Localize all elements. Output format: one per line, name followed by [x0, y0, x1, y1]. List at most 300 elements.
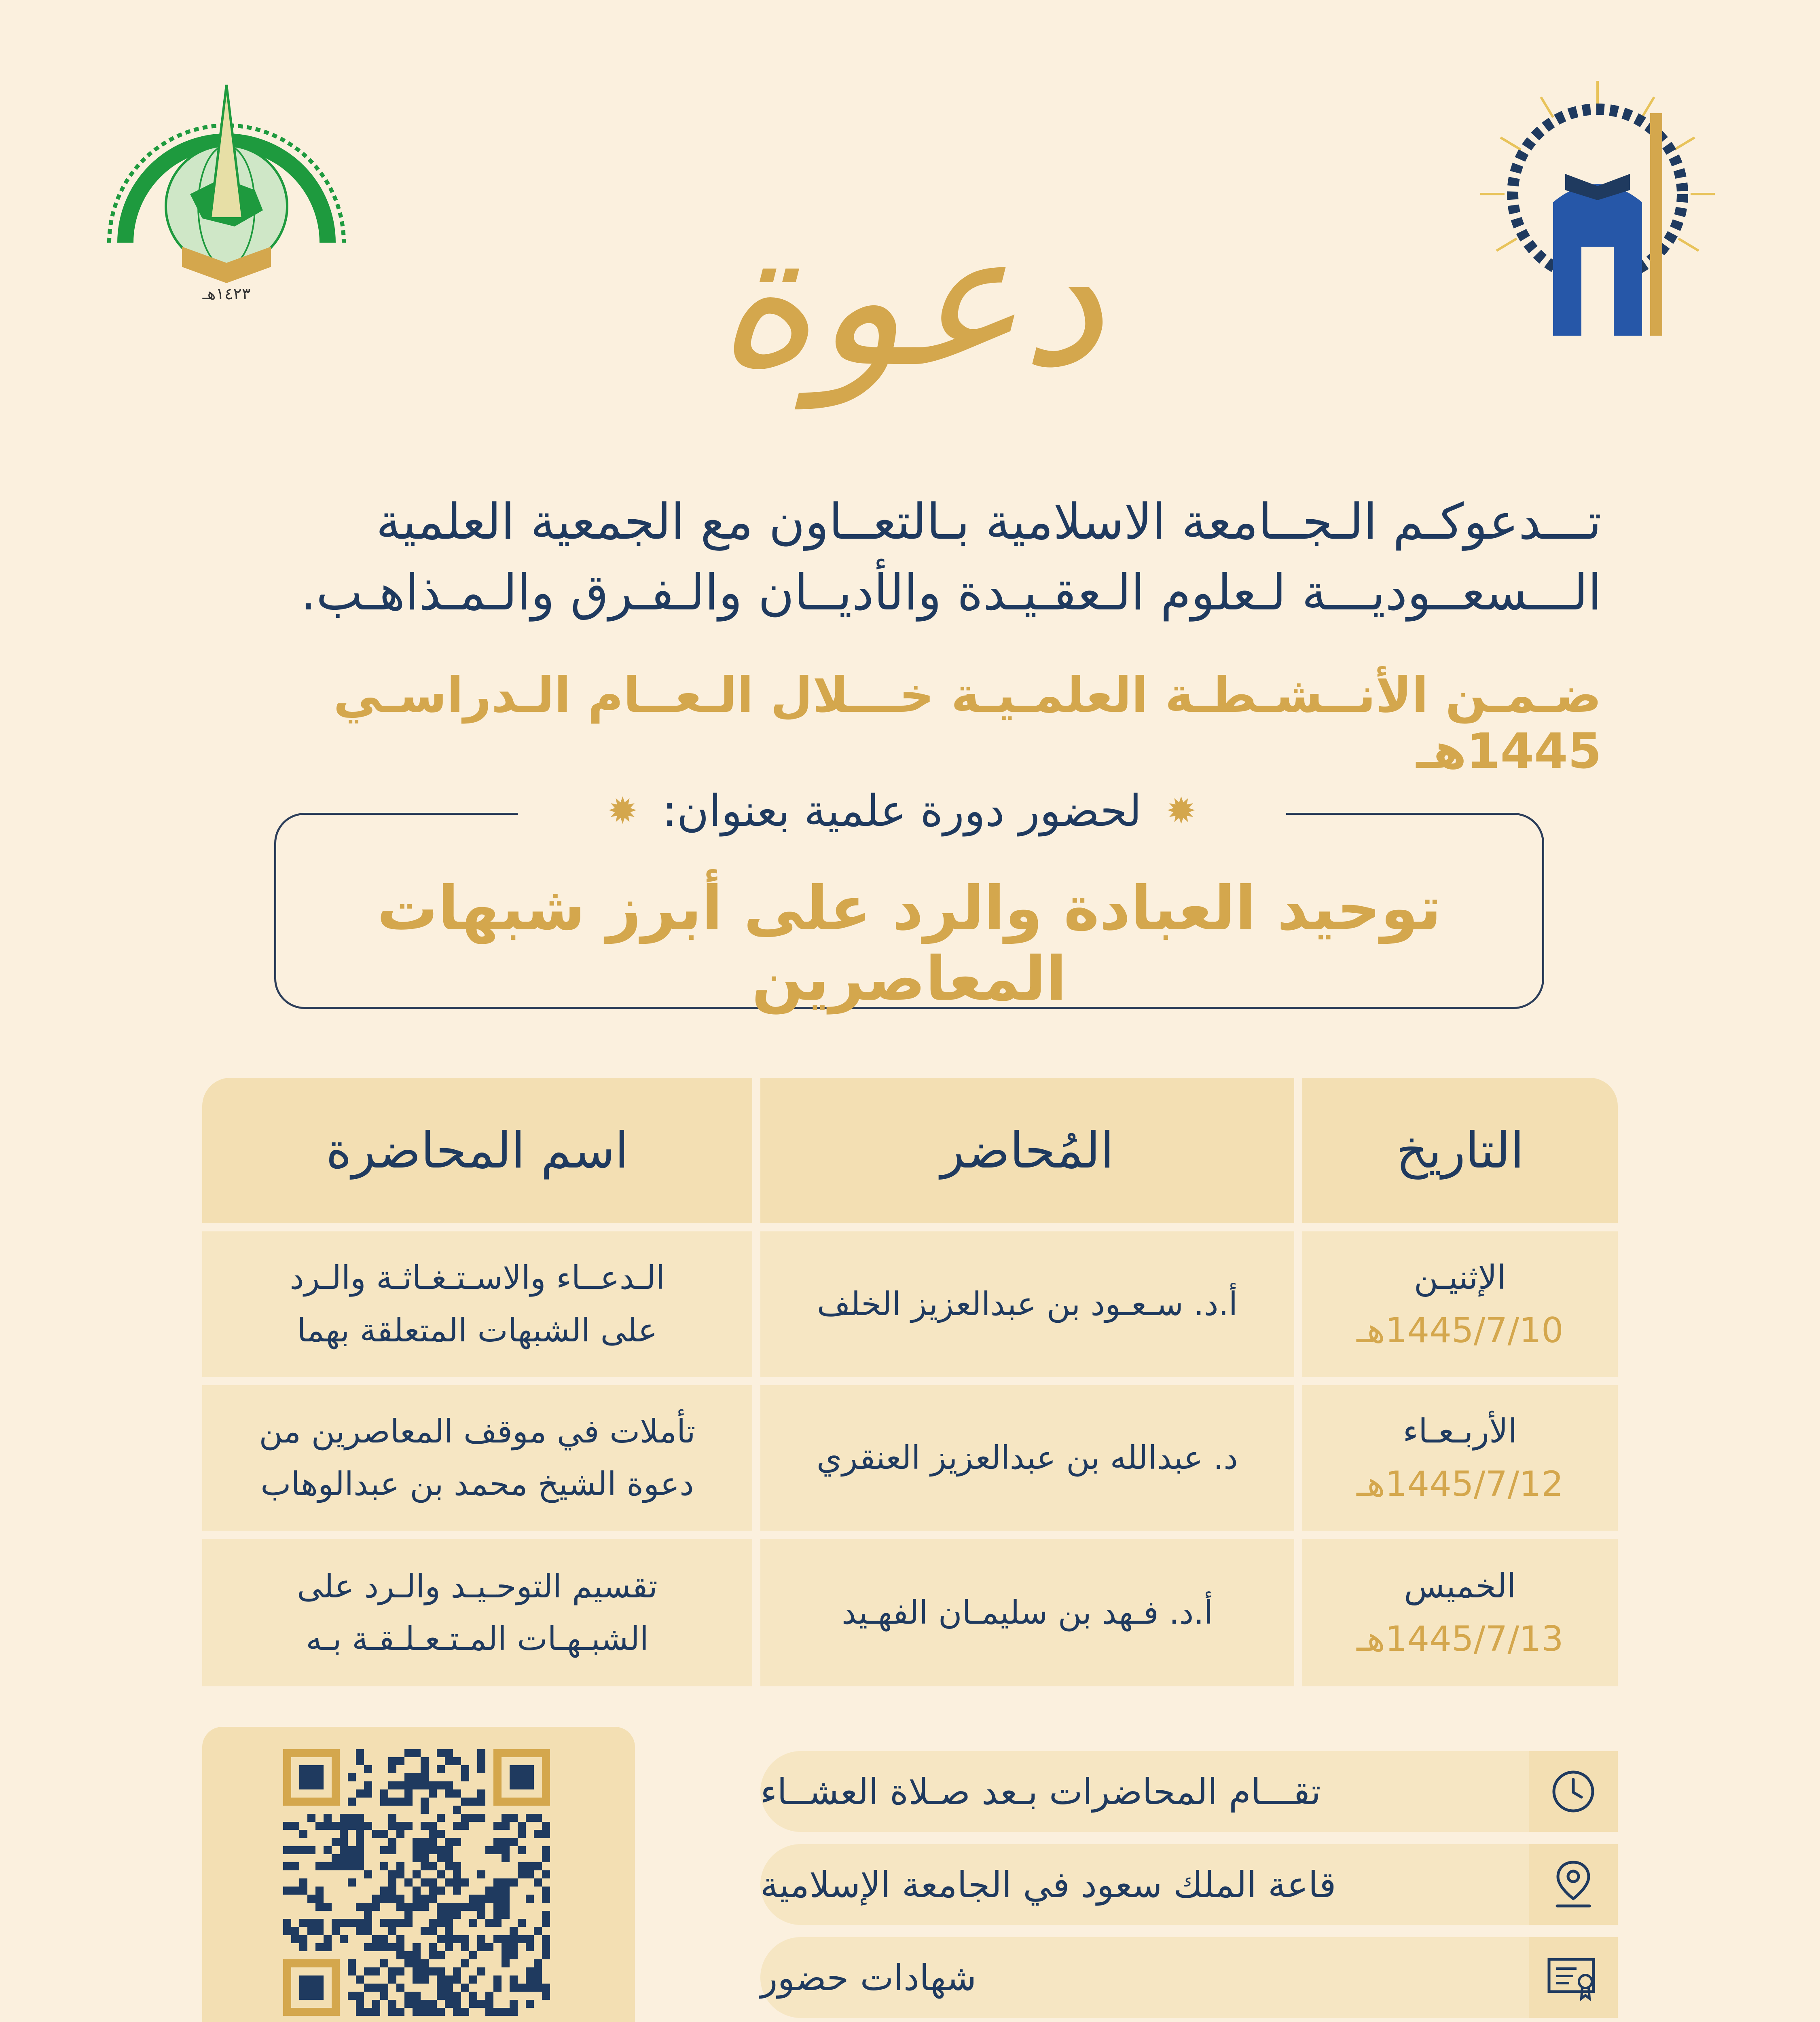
qr-module	[445, 1846, 453, 1854]
qr-module	[461, 1814, 469, 1822]
qr-module	[388, 1781, 396, 1789]
qr-module	[404, 1773, 413, 1781]
qr-module	[461, 1765, 469, 1773]
qr-module	[429, 1838, 437, 1846]
qr-module	[372, 1935, 380, 1943]
qr-module	[413, 1838, 421, 1846]
qr-module	[380, 1935, 388, 1943]
qr-module	[404, 1919, 413, 1927]
qr-module	[526, 1935, 534, 1943]
qr-module	[510, 1814, 518, 1822]
qr-module	[364, 2008, 372, 2016]
date-value: 1445/7/13هـ	[1357, 1618, 1564, 1659]
qr-module	[461, 1822, 469, 1830]
activities-line: ضـمـن الأنــشـطـة العلمـيـة خـــلال الـعــام الـدراسـي 1445هـ	[333, 667, 1602, 780]
qr-module	[356, 1838, 364, 1846]
qr-module	[453, 1870, 461, 1878]
sparkle-icon: ✹	[607, 789, 638, 832]
qr-module	[413, 2000, 421, 2008]
qr-module	[388, 1895, 396, 1903]
day-name: الأربـعـاء	[1403, 1412, 1517, 1451]
qr-module	[502, 1911, 510, 1919]
qr-module	[534, 1927, 542, 1935]
qr-module	[493, 1887, 502, 1895]
qr-module	[348, 1967, 356, 1975]
qr-module	[493, 1895, 502, 1903]
qr-module	[469, 1798, 477, 1806]
qr-module	[283, 1846, 291, 1854]
qr-module	[510, 1878, 518, 1887]
schedule-table	[202, 1078, 1618, 1686]
qr-module	[421, 1757, 429, 1765]
qr-module	[340, 1814, 348, 1822]
qr-module	[315, 1862, 324, 1870]
qr-module	[413, 1967, 421, 1975]
qr-module	[324, 1935, 332, 1943]
qr-module	[356, 1862, 364, 1870]
qr-module	[502, 1878, 510, 1887]
qr-module	[396, 1951, 404, 1959]
qr-module	[485, 1992, 493, 2000]
qr-module	[356, 1975, 364, 1984]
qr-module	[445, 1757, 453, 1765]
qr-module	[388, 1838, 396, 1846]
qr-module	[518, 1870, 526, 1878]
qr-module	[364, 1967, 372, 1975]
qr-module	[421, 1781, 429, 1789]
qr-module	[429, 1822, 437, 1830]
qr-module	[404, 1951, 413, 1959]
qr-module	[348, 1919, 356, 1927]
qr-module	[493, 1919, 502, 1927]
qr-module	[502, 1822, 510, 1830]
date-cell	[1302, 1231, 1618, 1377]
header-date: التاريخ	[1302, 1078, 1618, 1223]
qr-module	[404, 1781, 413, 1789]
qr-module	[518, 1862, 526, 1870]
qr-module	[299, 1935, 307, 1943]
qr-module	[388, 2008, 396, 2016]
qr-module	[510, 1838, 518, 1846]
qr-module	[445, 1992, 453, 2000]
qr-module	[356, 1846, 364, 1854]
qr-module	[299, 1887, 307, 1895]
qr-module	[396, 2008, 404, 2016]
date-cell	[1302, 1385, 1618, 1531]
qr-module	[493, 1911, 502, 1919]
qr-module	[364, 1943, 372, 1951]
qr-module	[388, 1757, 396, 1765]
qr-module	[324, 1862, 332, 1870]
qr-module	[542, 1992, 550, 2000]
qr-module	[477, 1911, 485, 1919]
qr-module	[413, 1887, 421, 1895]
qr-module	[526, 1895, 534, 1903]
qr-module	[404, 1911, 413, 1919]
qr-module	[485, 1887, 493, 1895]
qr-module	[534, 1862, 542, 1870]
qr-module	[396, 1919, 404, 1927]
qr-module	[340, 1838, 348, 1846]
qr-module	[445, 1919, 453, 1927]
sparkle-icon: ✹	[1166, 789, 1197, 832]
qr-code[interactable]	[283, 1749, 550, 2016]
qr-module	[437, 1951, 445, 1959]
qr-module	[348, 1854, 356, 1862]
qr-module	[477, 1757, 485, 1765]
qr-module	[413, 2008, 421, 2016]
qr-module	[315, 1822, 324, 1830]
qr-module	[510, 1984, 518, 1992]
qr-module	[396, 1862, 404, 1870]
qr-module	[542, 1822, 550, 1830]
qr-module	[340, 1846, 348, 1854]
lecture-title-line: تأملات في موقف المعاصرين من	[259, 1413, 696, 1450]
qr-module	[542, 1870, 550, 1878]
qr-module	[372, 1967, 380, 1975]
qr-module	[283, 1862, 291, 1870]
qr-module	[437, 1903, 445, 1911]
qr-module	[388, 2000, 396, 2008]
date-value: 1445/7/10هـ	[1357, 1310, 1564, 1351]
title-calligraphy: دعوة	[716, 192, 1104, 408]
qr-module	[356, 1749, 364, 1757]
qr-module	[388, 1927, 396, 1935]
qr-module	[534, 1878, 542, 1887]
qr-module	[404, 1789, 413, 1798]
qr-module	[493, 1935, 502, 1943]
qr-module	[291, 1935, 299, 1943]
qr-module	[534, 1975, 542, 1984]
qr-module	[485, 1846, 493, 1854]
qr-module	[461, 1943, 469, 1951]
qr-module	[396, 1903, 404, 1911]
qr-module	[421, 1903, 429, 1911]
qr-module	[421, 1975, 429, 1984]
qr-module	[421, 1878, 429, 1887]
qr-module	[502, 1887, 510, 1895]
qr-module	[307, 1814, 315, 1822]
qr-module	[307, 1895, 315, 1903]
qr-module	[404, 1822, 413, 1830]
qr-module	[510, 2000, 518, 2008]
qr-module	[348, 1814, 356, 1822]
qr-module	[372, 1903, 380, 1911]
qr-module	[356, 2000, 364, 2008]
location-pin-icon	[1529, 1844, 1618, 1925]
qr-module	[332, 1822, 340, 1830]
qr-module	[315, 1903, 324, 1911]
qr-module	[404, 1749, 413, 1757]
qr-module	[453, 1806, 461, 1814]
qr-module	[502, 1943, 510, 1951]
qr-module	[477, 1870, 485, 1878]
qr-module	[429, 1846, 437, 1854]
qr-module	[502, 1951, 510, 1959]
qr-module	[502, 1895, 510, 1903]
youtube-qr-card[interactable]	[202, 1727, 635, 2022]
qr-module	[421, 2000, 429, 2008]
qr-module	[437, 1887, 445, 1895]
qr-module	[421, 2008, 429, 2016]
intro-line-1: تـــدعوكـم الـجــامعة الاسلامية بـالتعــاون مع الجمعية العلمية	[376, 493, 1602, 550]
qr-module	[526, 1967, 534, 1975]
qr-module	[413, 1975, 421, 1984]
qr-module	[413, 1895, 421, 1903]
qr-module	[469, 2000, 477, 2008]
qr-module	[388, 1878, 396, 1887]
qr-module	[493, 1838, 502, 1846]
qr-module	[356, 1903, 364, 1911]
qr-module	[469, 1814, 477, 1822]
qr-module	[445, 1781, 453, 1789]
qr-module	[542, 1895, 550, 1903]
qr-module	[493, 1903, 502, 1911]
qr-module	[340, 1854, 348, 1862]
lecture-title-line: على الشبهات المتعلقة بهما	[297, 1311, 658, 1349]
qr-module	[388, 1765, 396, 1773]
day-name: الإثنيـن	[1414, 1258, 1507, 1297]
info-row-certificate	[760, 1937, 1618, 2018]
qr-module	[437, 1846, 445, 1854]
qr-module	[445, 1878, 453, 1887]
qr-module	[542, 1984, 550, 1992]
qr-module	[356, 1992, 364, 2000]
qr-module	[364, 1903, 372, 1911]
qr-module	[502, 1959, 510, 1967]
qr-module	[421, 1773, 429, 1781]
qr-module	[453, 2000, 461, 2008]
qr-module	[332, 1854, 340, 1862]
qr-module	[307, 1846, 315, 1854]
lecturer-cell: أ.د. فـهد بن سليمـان الفهـيد	[760, 1539, 1294, 1686]
qr-module	[364, 1822, 372, 1830]
qr-module	[299, 1830, 307, 1838]
qr-module	[534, 1959, 542, 1967]
qr-module	[477, 1765, 485, 1773]
qr-module	[404, 1903, 413, 1911]
qr-module	[518, 1830, 526, 1838]
qr-module	[502, 1846, 510, 1854]
qr-module	[315, 1895, 324, 1903]
qr-module	[429, 2000, 437, 2008]
qr-module	[437, 1854, 445, 1862]
qr-module	[445, 1935, 453, 1943]
qr-module	[396, 1943, 404, 1951]
qr-module	[445, 1911, 453, 1919]
qr-module	[437, 1765, 445, 1773]
qr-module	[437, 1935, 445, 1943]
qr-module	[332, 1927, 340, 1935]
qr-module	[542, 1951, 550, 1959]
qr-module	[364, 1789, 372, 1798]
qr-module	[493, 1846, 502, 1854]
qr-module	[372, 2008, 380, 2016]
qr-module	[348, 1846, 356, 1854]
qr-module	[510, 2008, 518, 2016]
qr-module	[324, 1814, 332, 1822]
qr-module	[299, 1846, 307, 1854]
qr-module	[510, 1935, 518, 1943]
lecture-cell	[202, 1539, 752, 1686]
qr-module	[283, 1919, 291, 1927]
qr-module	[356, 1757, 364, 1765]
qr-module	[526, 1814, 534, 1822]
qr-module	[485, 1895, 493, 1903]
qr-module	[388, 1870, 396, 1878]
qr-module	[421, 1895, 429, 1903]
qr-module	[283, 1822, 291, 1830]
certificate-icon	[1529, 1937, 1618, 2018]
qr-module	[453, 1992, 461, 2000]
qr-module	[469, 1951, 477, 1959]
qr-module	[477, 1935, 485, 1943]
qr-module	[542, 1911, 550, 1919]
qr-module	[526, 1975, 534, 1984]
qr-module	[421, 1927, 429, 1935]
qr-module	[413, 1951, 421, 1959]
qr-module	[477, 1814, 485, 1822]
qr-module	[396, 1781, 404, 1789]
header-lecturer: المُحاضر	[760, 1078, 1294, 1223]
qr-module	[364, 1781, 372, 1789]
qr-module	[283, 1927, 291, 1935]
qr-module	[388, 1919, 396, 1927]
dawa-calligraphy	[716, 174, 1104, 437]
qr-module	[413, 1903, 421, 1911]
qr-module	[437, 1919, 445, 1927]
qr-module	[429, 1927, 437, 1935]
qr-module	[421, 1959, 429, 1967]
qr-module	[413, 1959, 421, 1967]
qr-module	[396, 1870, 404, 1878]
qr-module	[348, 1959, 356, 1967]
qr-module	[364, 1919, 372, 1927]
qr-module	[526, 1984, 534, 1992]
qr-module	[413, 1749, 421, 1757]
qr-module	[542, 1919, 550, 1927]
day-name: الخميس	[1404, 1567, 1516, 1605]
qr-module	[396, 1967, 404, 1975]
qr-module	[429, 1781, 437, 1789]
qr-module	[445, 1975, 453, 1984]
qr-module	[421, 1854, 429, 1862]
qr-module	[534, 1830, 542, 1838]
qr-module	[429, 1919, 437, 1927]
lecture-title-line: دعوة الشيخ محمد بن عبدالوهاب	[260, 1465, 694, 1503]
date-value: 1445/7/12هـ	[1357, 1464, 1564, 1504]
qr-module	[485, 2008, 493, 2016]
qr-module	[404, 1798, 413, 1806]
qr-module	[429, 1967, 437, 1975]
qr-module	[493, 1878, 502, 1887]
qr-module	[453, 2008, 461, 2016]
qr-module	[364, 1870, 372, 1878]
qr-module	[493, 1975, 502, 1984]
qr-module	[445, 1984, 453, 1992]
qr-module	[380, 1798, 388, 1806]
qr-module	[348, 1862, 356, 1870]
qr-module	[469, 1919, 477, 1927]
qr-module	[380, 1862, 388, 1870]
qr-module	[396, 1935, 404, 1943]
qr-module	[437, 1814, 445, 1822]
qr-module	[461, 1935, 469, 1943]
qr-module	[453, 1911, 461, 1919]
qr-module	[421, 1862, 429, 1870]
qr-module	[315, 1927, 324, 1935]
qr-module	[445, 1862, 453, 1870]
qr-module	[485, 1943, 493, 1951]
qr-module	[453, 1878, 461, 1887]
qr-module	[372, 1830, 380, 1838]
qr-module	[477, 1798, 485, 1806]
clock-icon	[1529, 1751, 1618, 1832]
qr-module	[429, 1943, 437, 1951]
qr-module	[324, 1822, 332, 1830]
qr-module	[340, 1822, 348, 1830]
qr-module	[502, 1838, 510, 1846]
qr-module	[380, 1919, 388, 1927]
lecture-title-line: تقسيم التوحـيـد والـرد على	[297, 1567, 658, 1605]
qr-module	[518, 1984, 526, 1992]
qr-module	[542, 1943, 550, 1951]
qr-module	[510, 1951, 518, 1959]
qr-module	[485, 2000, 493, 2008]
qr-module	[437, 1870, 445, 1878]
qr-module	[364, 1765, 372, 1773]
qr-module	[510, 1943, 518, 1951]
qr-module	[453, 1789, 461, 1798]
qr-module	[518, 1822, 526, 1830]
qr-module	[502, 1814, 510, 1822]
qr-module	[453, 1903, 461, 1911]
qr-module	[291, 1822, 299, 1830]
qr-module	[404, 1878, 413, 1887]
qr-module	[485, 1919, 493, 1927]
qr-module	[356, 1919, 364, 1927]
qr-module	[445, 1854, 453, 1862]
info-text: شهادات حضور	[760, 1937, 1529, 2018]
qr-module	[429, 1862, 437, 1870]
qr-module	[356, 2008, 364, 2016]
qr-module	[429, 1887, 437, 1895]
qr-module	[340, 1830, 348, 1838]
qr-module	[429, 2008, 437, 2016]
qr-module	[332, 1862, 340, 1870]
info-row-location	[760, 1844, 1618, 1925]
qr-module	[477, 2000, 485, 2008]
qr-module	[307, 1927, 315, 1935]
qr-module	[413, 1846, 421, 1854]
qr-module	[404, 1992, 413, 2000]
islamic-university-logo	[1472, 73, 1723, 340]
course-label-row	[518, 776, 1286, 845]
qr-module	[396, 1984, 404, 1992]
info-text: قاعة الملك سعود في الجامعة الإسلامية	[760, 1844, 1529, 1925]
qr-module	[396, 1822, 404, 1830]
qr-module	[429, 1895, 437, 1903]
qr-module	[372, 1984, 380, 1992]
qr-module	[421, 1806, 429, 1814]
qr-module	[542, 1887, 550, 1895]
qr-module	[437, 1984, 445, 1992]
qr-module	[332, 1838, 340, 1846]
qr-module	[526, 1862, 534, 1870]
qr-module	[542, 1935, 550, 1943]
qr-module	[315, 1943, 324, 1951]
qr-module	[445, 1927, 453, 1935]
